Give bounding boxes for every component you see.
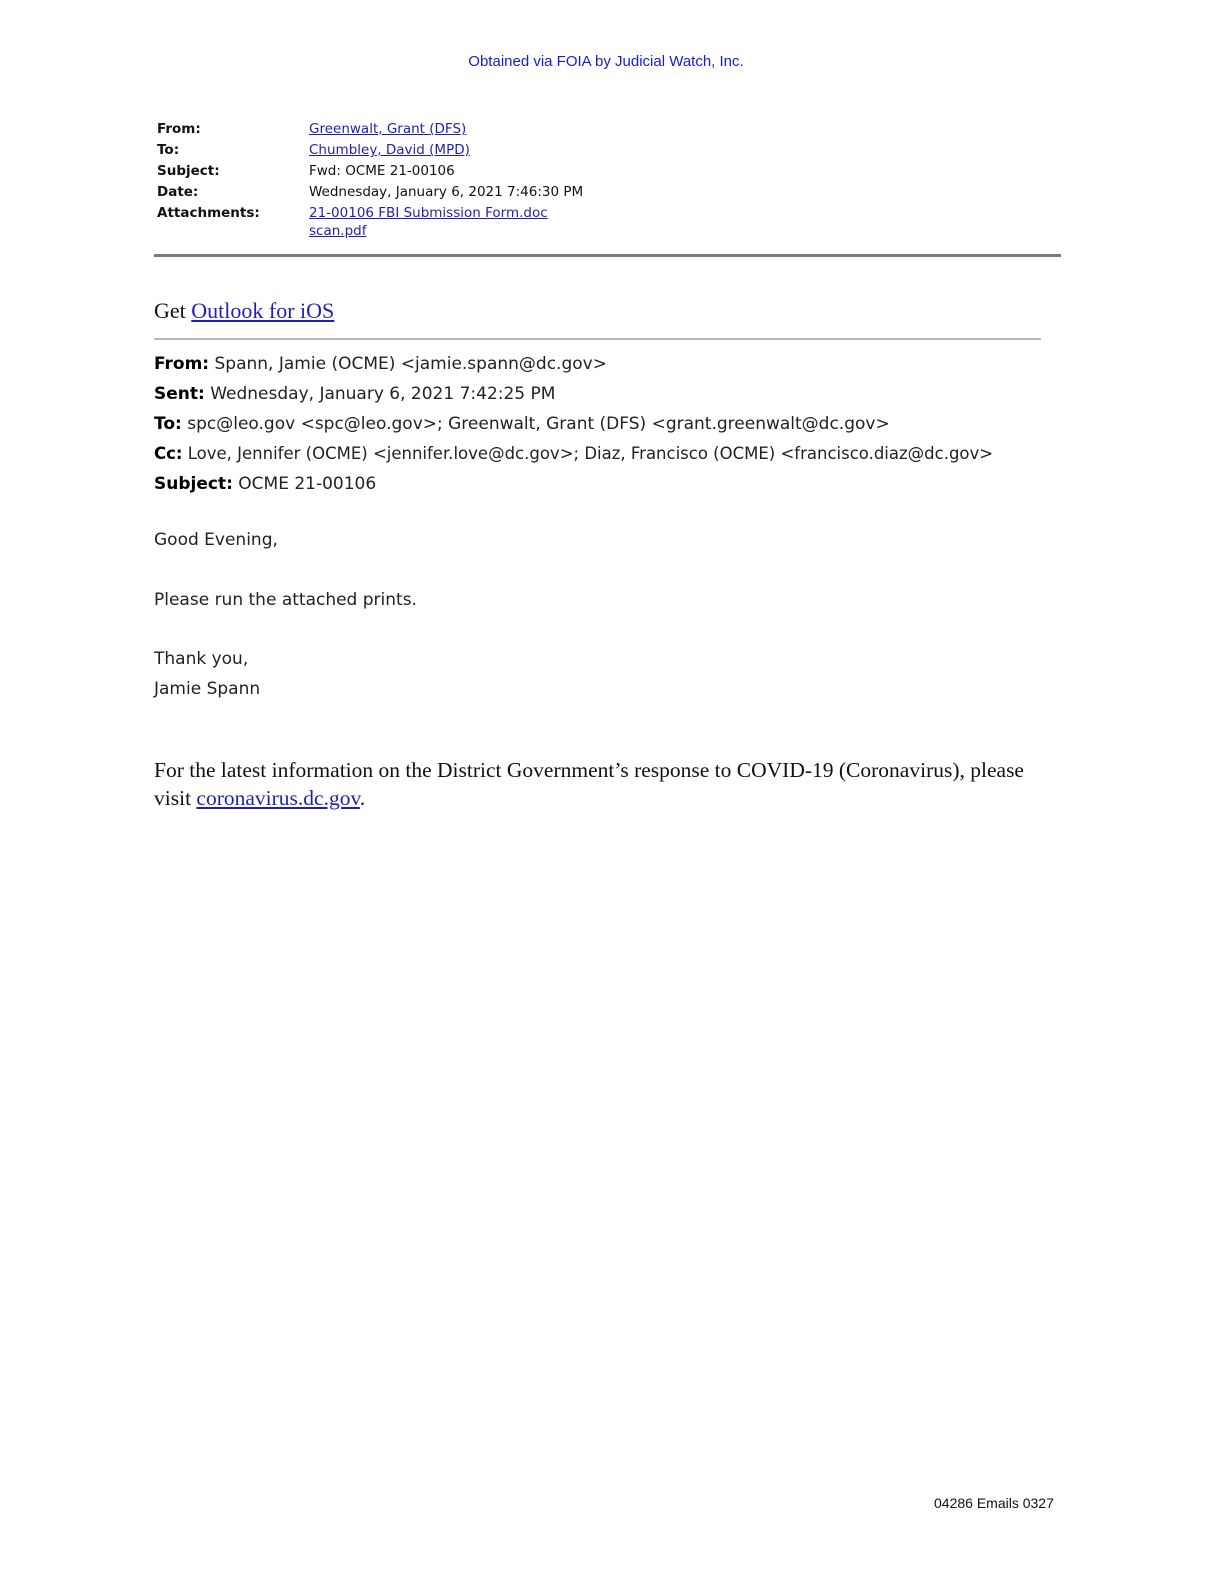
get-outlook-line (154, 298, 334, 324)
covid-notice-text: For the latest information on the District Government’s response to COVID-19 (Coronavirus), please visit (154, 758, 1024, 810)
orig-from-value: Spann, Jamie (OCME) <jamie.spann@dc.gov> (209, 354, 607, 374)
signature-divider (154, 338, 1041, 340)
covid-notice (154, 756, 1064, 812)
covid-notice-suffix: . (359, 786, 366, 810)
coronavirus-link[interactable]: coronavirus.dc.gov (196, 786, 360, 810)
from-link[interactable]: Greenwalt, Grant (DFS) (309, 121, 467, 137)
orig-to-label: To: (154, 414, 182, 434)
orig-sent-label: Sent: (154, 384, 205, 404)
outlook-ios-link[interactable]: Outlook for iOS (191, 298, 335, 323)
attachment-link-pdf[interactable]: scan.pdf (309, 223, 367, 239)
greeting: Good Evening, (154, 530, 278, 550)
attachment-link-doc[interactable]: 21-00106 FBI Submission Form.doc (309, 205, 548, 221)
get-outlook-prefix: Get (154, 298, 192, 323)
attachments-label: Attachments: (157, 205, 260, 221)
signature-name: Jamie Spann (154, 679, 261, 699)
orig-to-value: spc@leo.gov <spc@leo.gov>; Greenwalt, Grant (DFS) <grant.greenwalt@dc.gov> (181, 414, 890, 434)
date-label: Date: (157, 184, 199, 200)
thanks-line: Thank you, (154, 649, 249, 669)
orig-subject-value: OCME 21-00106 (232, 474, 377, 494)
orig-row-subject (154, 474, 376, 494)
from-label: From: (157, 121, 201, 137)
orig-row-sent (154, 384, 555, 404)
orig-subject-label: Subject: (154, 474, 233, 494)
orig-sent-value: Wednesday, January 6, 2021 7:42:25 PM (204, 384, 556, 404)
date-value: Wednesday, January 6, 2021 7:46:30 PM (309, 184, 584, 200)
orig-row-from (154, 354, 607, 374)
to-link[interactable]: Chumbley, David (MPD) (309, 142, 470, 158)
subject-value: Fwd: OCME 21-00106 (309, 163, 455, 179)
request-line: Please run the attached prints. (154, 590, 417, 610)
orig-row-cc (154, 444, 993, 463)
header-divider (154, 254, 1061, 257)
orig-cc-value: Love, Jennifer (OCME) <jennifer.love@dc.gov>; Diaz, Francisco (OCME) <francisco.diaz@dc.gov> (182, 444, 994, 463)
bates-number: 04286 Emails 0327 (934, 1495, 1054, 1511)
orig-cc-label: Cc: (154, 444, 183, 463)
orig-from-label: From: (154, 354, 210, 374)
subject-label: Subject: (157, 163, 220, 179)
to-label: To: (157, 142, 180, 158)
orig-row-to (154, 414, 890, 434)
foia-watermark: Obtained via FOIA by Judicial Watch, Inc. (468, 53, 744, 70)
